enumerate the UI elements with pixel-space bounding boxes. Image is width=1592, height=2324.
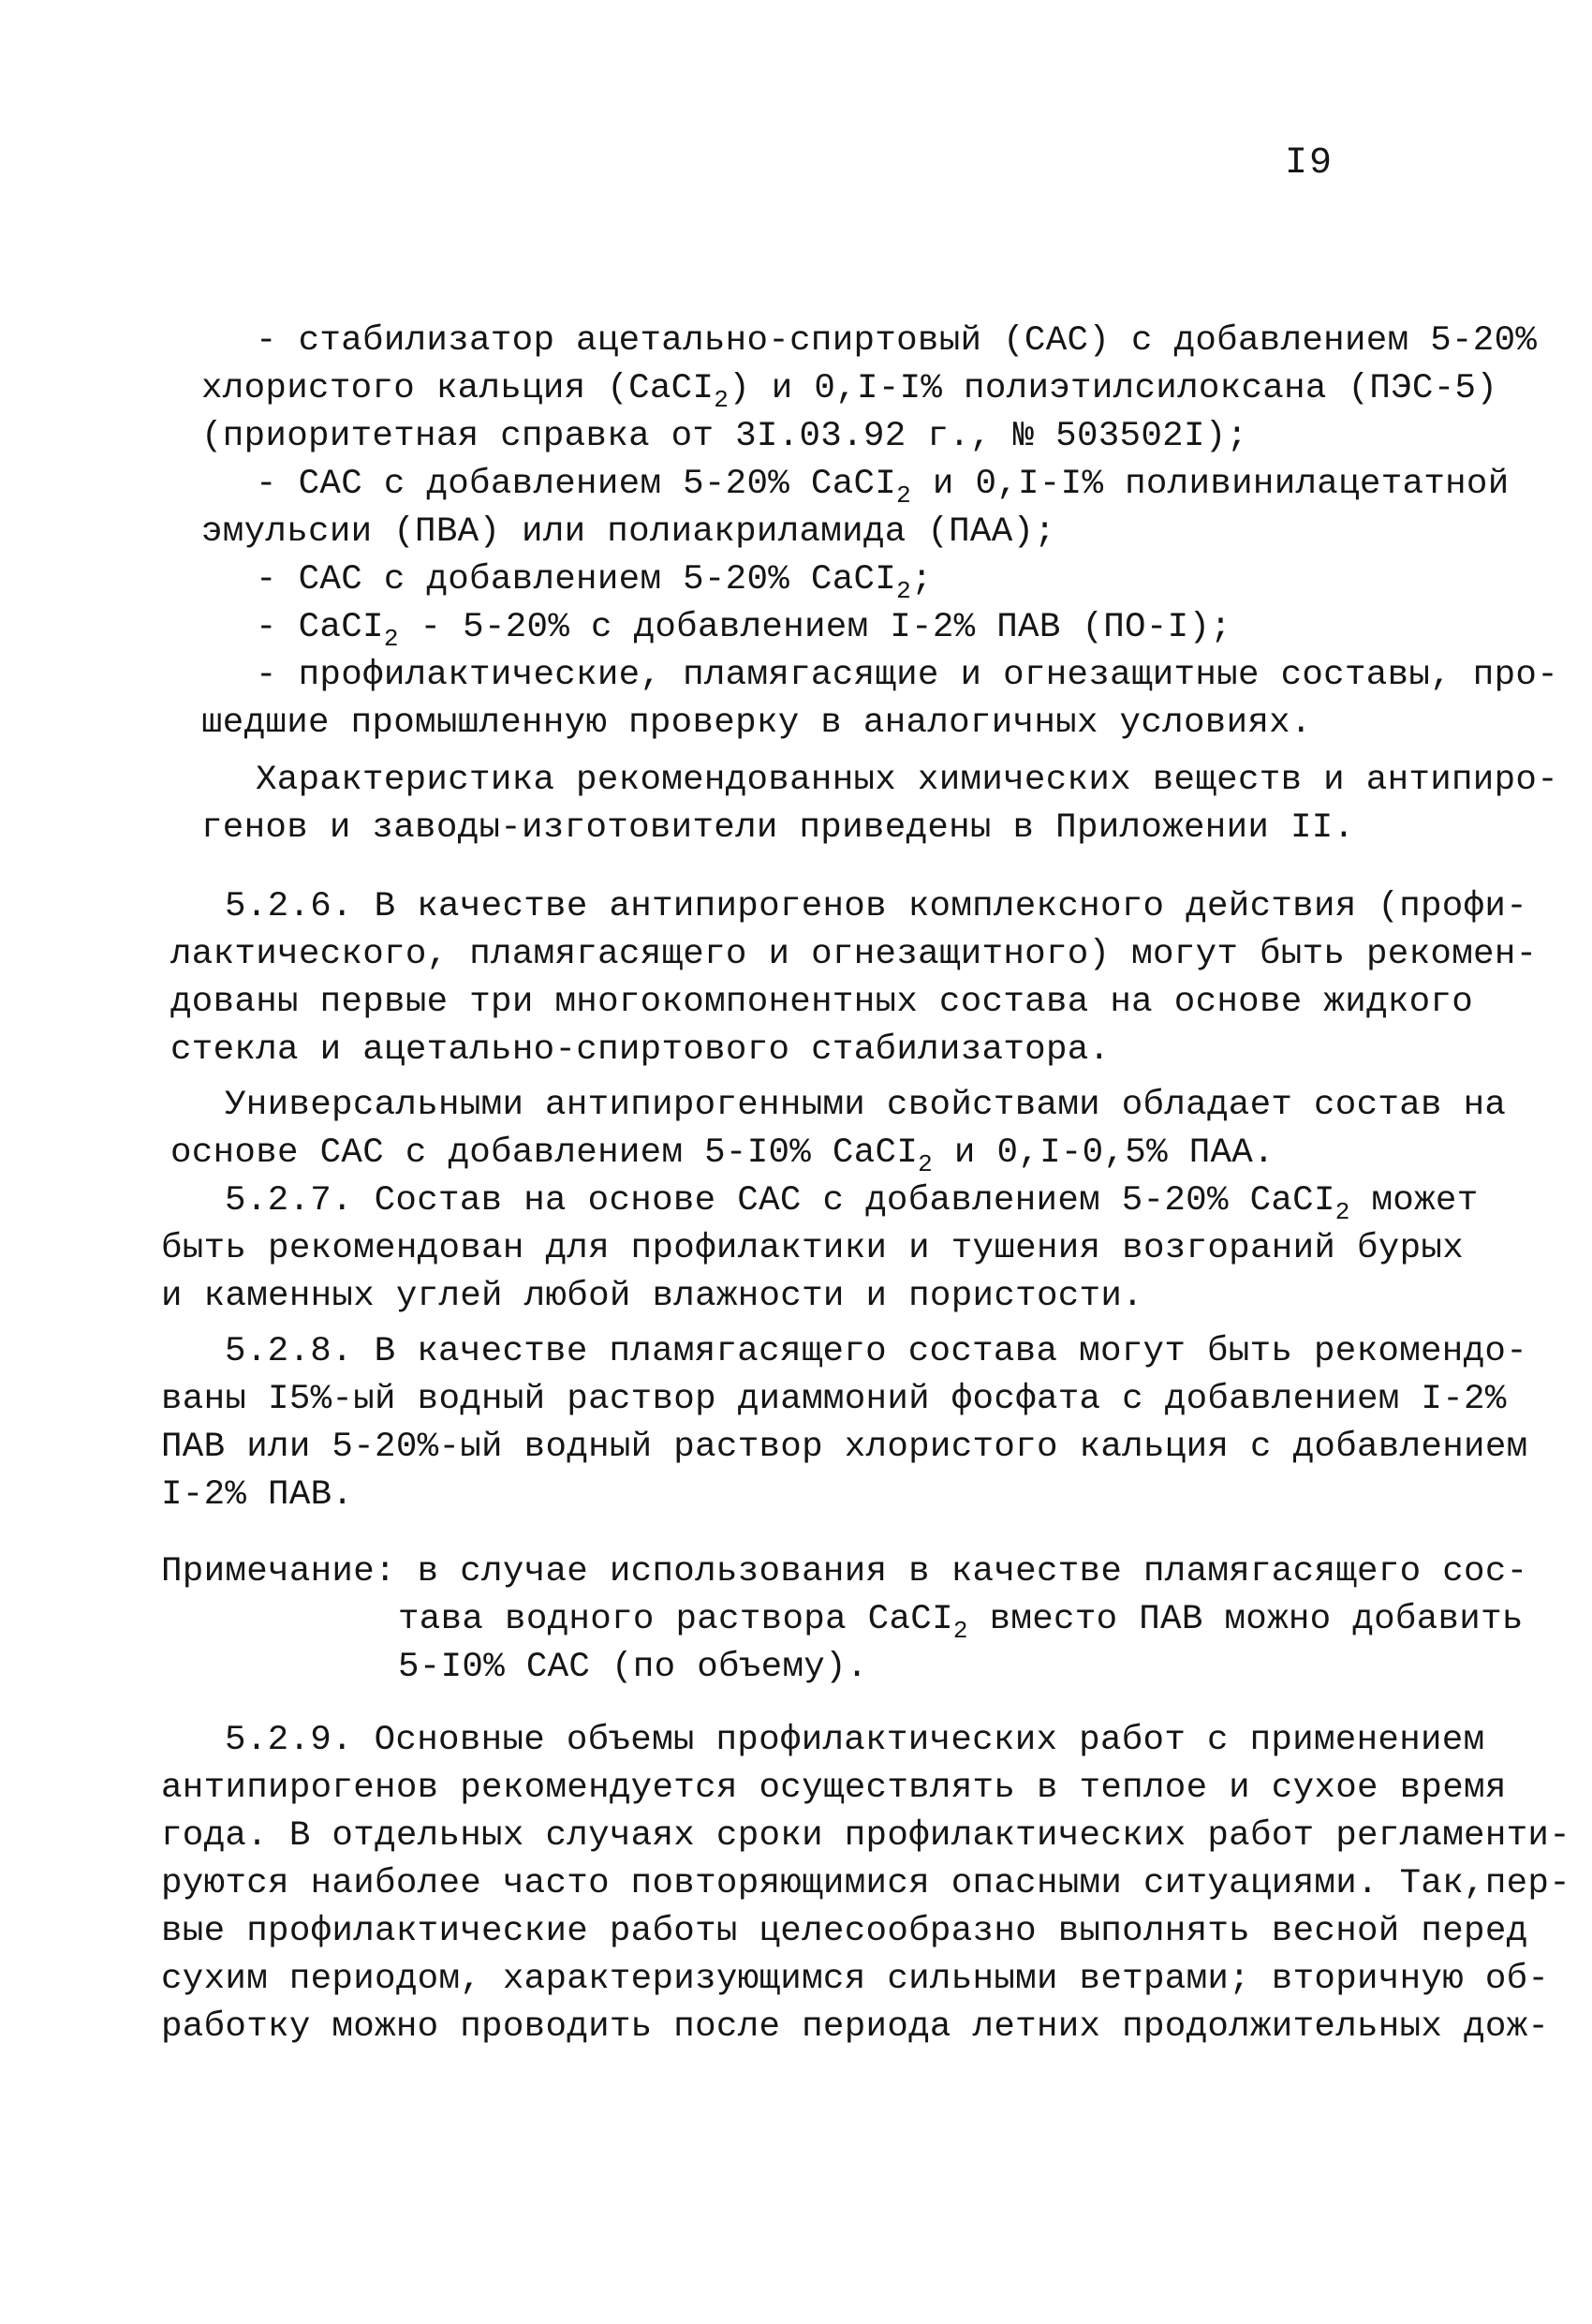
- text-line: 5.2.6. В качестве антипирогенов комплексного действия (профи-: [225, 887, 1528, 926]
- text-line: руются наиболее часто повторяющимися опасными ситуациями. Так,пер-: [161, 1864, 1571, 1903]
- subscript: 2: [952, 1617, 968, 1645]
- text-span: - 5-20% с добавлением I-2% ПАВ (ПО-I);: [398, 608, 1232, 647]
- text-line: [201, 365, 1497, 412]
- text-line: и каменных углей любой влажности и пористости.: [161, 1277, 1143, 1316]
- text-span: основе САС с добавлением 5-I0% CaCI: [170, 1133, 919, 1173]
- text-span: и 0,I-0,5% ПАА.: [933, 1133, 1275, 1173]
- text-span: 5.2.7. Состав на основе САС с добавлением 5-20% CaCI: [225, 1181, 1335, 1221]
- note-line: Примечание: в случае использования в качестве пламягасящего сос-: [161, 1552, 1528, 1591]
- text-line: [225, 1177, 1479, 1224]
- text-span: ) и 0,I-I% полиэтилсилоксана (ПЭС-5): [729, 369, 1498, 408]
- note-line: 5-I0% САС (по объему).: [398, 1648, 868, 1687]
- subscript: 2: [714, 386, 730, 414]
- text-line: 5.2.9. Основные объемы профилактических работ с применением: [225, 1721, 1485, 1760]
- text-line: работку можно проводить после периода летних продолжительных дож-: [161, 2007, 1550, 2047]
- subscript: 2: [918, 1150, 934, 1178]
- text-line: Универсальными антипирогенными свойствами обладает состав на: [225, 1086, 1507, 1125]
- text-line: эмульсии (ПВА) или полиакриламида (ПАА);: [201, 512, 1056, 552]
- subscript: 2: [896, 577, 912, 605]
- text-line: [256, 556, 933, 603]
- text-line: - стабилизатор ацетально-спиртовый (САС) с добавлением 5-20%: [256, 321, 1538, 361]
- subscript: 2: [896, 481, 912, 510]
- note-line: [398, 1596, 1524, 1643]
- text-line: года. В отдельных случаях сроки профилактических работ регламенти-: [161, 1816, 1571, 1856]
- text-line: сухим периодом, характеризующимся сильными ветрами; вторичную об-: [161, 1960, 1550, 1999]
- text-span: ;: [911, 560, 933, 600]
- text-line: ваны I5%-ый водный раствор диаммоний фосфата с добавлением I-2%: [161, 1380, 1507, 1419]
- text-span: может: [1349, 1181, 1479, 1221]
- text-line: вые профилактические работы целесообразно выполнять весной перед: [161, 1912, 1528, 1951]
- text-span: - CaCI: [256, 608, 384, 647]
- text-span: тава водного раствора CaCI: [398, 1600, 953, 1639]
- text-line: Характеристика рекомендованных химических веществ и антипиро-: [256, 761, 1559, 800]
- text-line: дованы первые три многокомпонентных состава на основе жидкого: [170, 983, 1474, 1022]
- text-line: генов и заводы-изготовители приведены в Приложении II.: [201, 808, 1355, 848]
- text-line: [170, 1130, 1275, 1177]
- text-line: стекла и ацетально-спиртового стабилизатора.: [170, 1030, 1111, 1070]
- text-span: вместо ПАВ можно добавить: [967, 1600, 1524, 1639]
- text-span: и 0,I-I% поливинилацетатной: [911, 465, 1510, 504]
- text-line: шедшие промышленную проверку в аналогичных условиях.: [201, 703, 1312, 743]
- page-number: I9: [1285, 142, 1334, 185]
- text-line: [256, 461, 1510, 508]
- text-span: хлористого кальция (CaCI: [201, 369, 715, 408]
- subscript: 2: [1334, 1198, 1350, 1226]
- text-line: лактического, пламягасящего и огнезащитного) могут быть рекомен-: [170, 935, 1538, 974]
- text-line: антипирогенов рекомендуется осуществлять в теплое и сухое время: [161, 1769, 1507, 1808]
- text-line: [256, 604, 1231, 651]
- text-line: 5.2.8. В качестве пламягасящего состава могут быть рекомендо-: [225, 1332, 1528, 1371]
- text-span: - САС с добавлением 5-20% CaCI: [256, 560, 897, 600]
- text-line: - профилактические, пламягасящие и огнезащитные составы, про-: [256, 656, 1559, 695]
- text-line: быть рекомендован для профилактики и тушения возгораний бурых: [161, 1229, 1465, 1268]
- text-line: I-2% ПАВ.: [161, 1475, 354, 1515]
- text-line: (приоритетная справка от 3I.03.92 г., № 503502I);: [201, 417, 1248, 456]
- text-span: - САС с добавлением 5-20% CaCI: [256, 465, 897, 504]
- text-line: ПАВ или 5-20%-ый водный раствор хлористого кальция с добавлением: [161, 1428, 1528, 1467]
- subscript: 2: [383, 625, 399, 653]
